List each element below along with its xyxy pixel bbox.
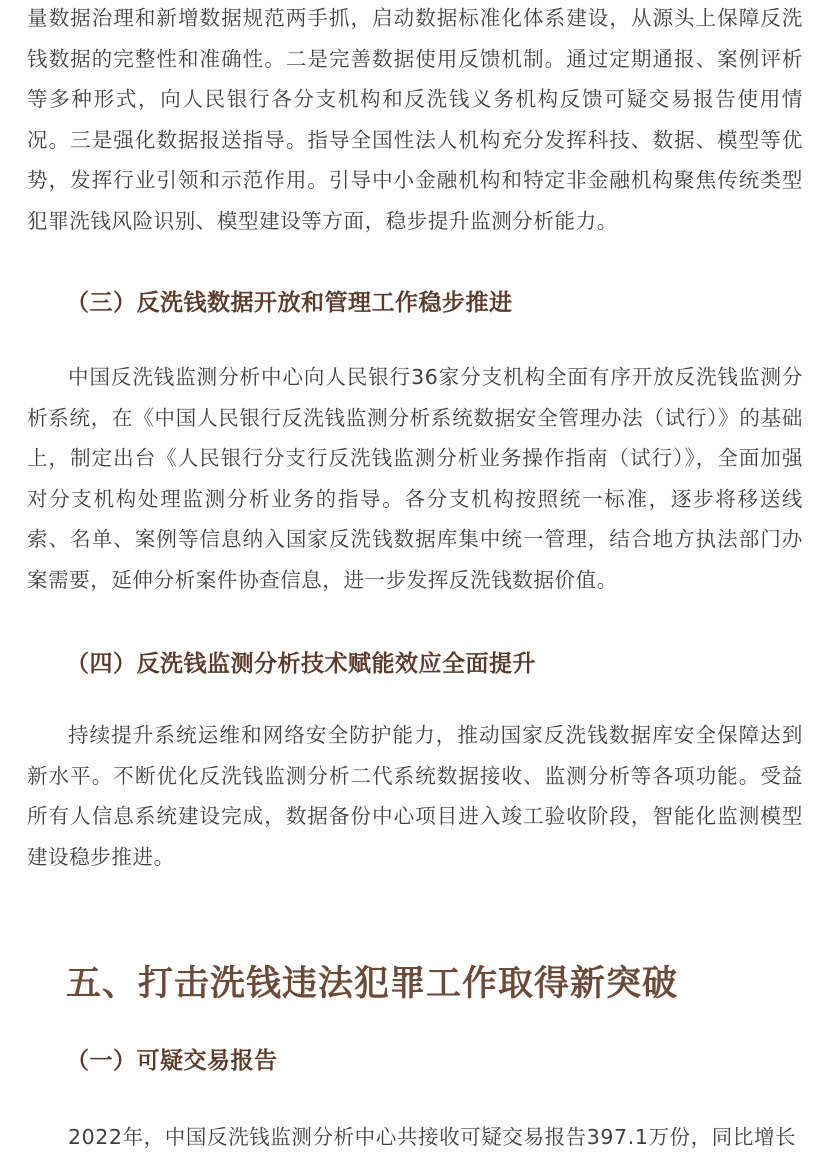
paragraph-tech-empowerment: 持续提升系统运维和网络安全防护能力，推动国家反洗钱数据库安全保障达到新水平。不断优化反洗钱监测分析二代系统数据接收、监测分析等各项功能。受益所有人信息系统建设完成，数据备份中心项目进入竣工验收阶段，智能化监测模型建设稳步推进。 [27,723,803,869]
heading-part-5-section-1: （一）可疑交易报告 [66,1048,278,1074]
paragraph-suspicious-reports: 2022年，中国反洗钱监测分析中心共接收可疑交易报告397.1万份，同比增长 [68,1125,797,1149]
paragraph-data-opening: 中国反洗钱监测分析中心向人民银行36家分支机构全面有序开放反洗钱监测分析系统，在《中国人民银行反洗钱监测分析系统数据安全管理办法（试行）》的基础上，制定出台《人民银行分支行反洗钱监测分析业务操作指南（试行）》，全面加强对分支机构处理监测分析业务的指导。各分支机构按照统一标准，逐步将移送线索、名单、案例等信息纳入国家反洗钱数据库集中统一管理，结合地方执法部门办案需要，延伸分析案件协查信息，进一步发挥反洗钱数据价值。 [27,365,803,592]
heading-part-5: 五、打击洗钱违法犯罪工作取得新突破 [66,963,679,1004]
heading-section-4: （四）反洗钱监测分析技术赋能效应全面提升 [66,651,536,677]
paragraph-data-governance: 量数据治理和新增数据规范两手抓，启动数据标准化体系建设，从源头上保障反洗钱数据的完整性和准确性。二是完善数据使用反馈机制。通过定期通报、案例评析等多种形式，向人民银行各分支机构和反洗钱义务机构反馈可疑交易报告使用情况。三是强化数据报送指导。指导全国性法人机构充分发挥科技、数据、模型等优势，发挥行业引领和示范作用。引导中小金融机构和特定非金融机构聚焦传统类型犯罪洗钱风险识别、模型建设等方面，稳步提升监测分析能力。 [27,6,803,233]
heading-section-3: （三）反洗钱数据开放和管理工作稳步推进 [66,290,513,316]
